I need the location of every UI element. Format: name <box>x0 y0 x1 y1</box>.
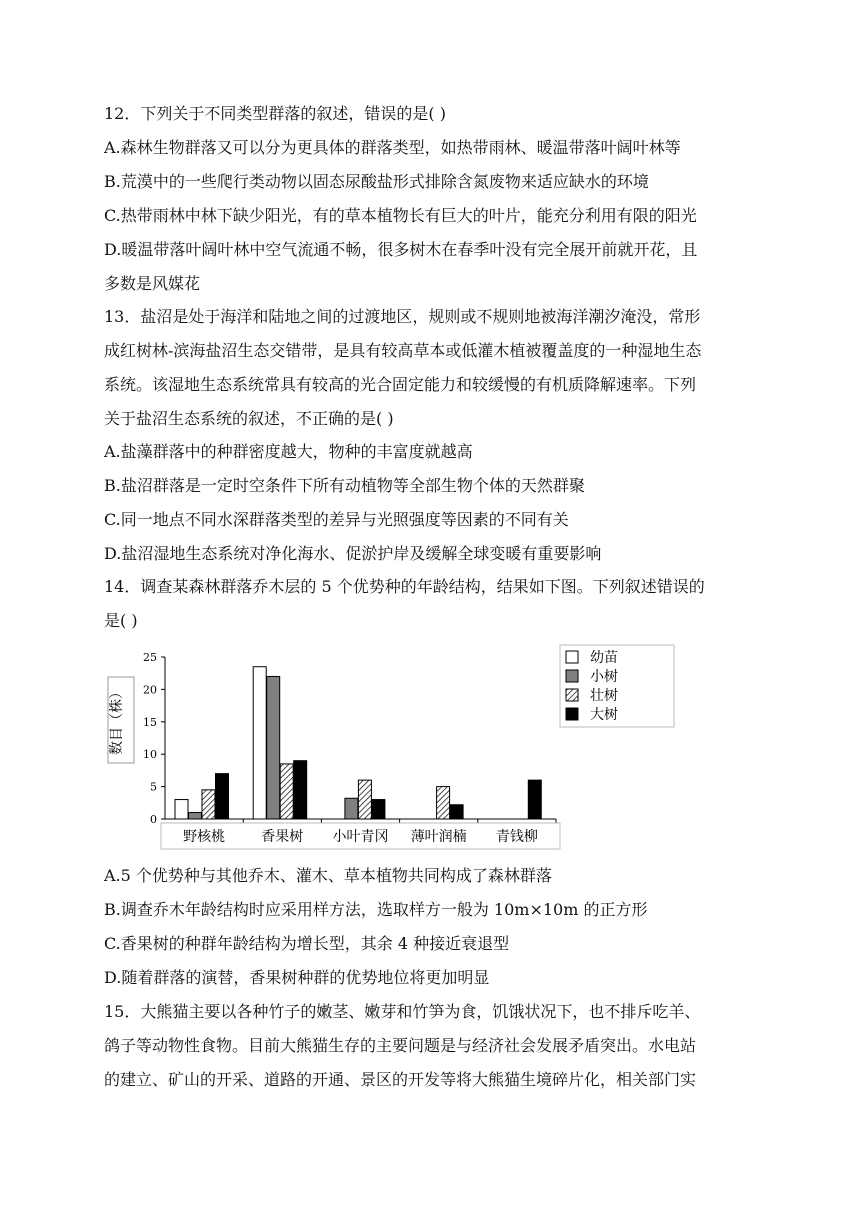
bar-gray <box>189 813 202 819</box>
q15-stem-line1: 15．大熊猫主要以各种竹子的嫩茎、嫩芽和竹笋为食，饥饿状况下，也不排斥吃羊、 <box>104 1002 701 1021</box>
q13-option-a: A.盐藻群落中的种群密度越大，物种的丰富度就越高 <box>104 442 473 461</box>
chart-bars <box>175 667 541 819</box>
q14-option-b: B.调查乔木年龄结构时应采用样方法，选取样方一般为 10m×10m 的正方形 <box>104 900 648 919</box>
y-tick-label: 20 <box>143 683 157 697</box>
bar-hatch <box>437 787 450 819</box>
y-tick-label: 5 <box>150 780 157 794</box>
x-tick-label: 青钱柳 <box>495 829 538 845</box>
bar-hatch <box>202 790 215 819</box>
q14-option-c: C.香果树的种群年龄结构为增长型，其余 4 种接近衰退型 <box>104 934 510 953</box>
legend-label: 幼苗 <box>590 650 618 666</box>
q13-stem-line4: 关于盐沼生态系统的叙述，不正确的是( ) <box>104 409 394 428</box>
bar-black <box>294 761 307 819</box>
y-tick-label: 15 <box>143 715 157 729</box>
q15-stem-line3: 的建立、矿山的开采、道路的开通、景区的开发等将大熊猫生境碎片化，相关部门实 <box>104 1070 697 1089</box>
q12-option-c: C.热带雨林中林下缺少阳光，有的草本植物长有巨大的叶片，能充分利用有限的阳光 <box>104 206 697 225</box>
x-tick-label: 野核桃 <box>183 829 226 845</box>
q12-option-d-cont: 多数是风媒花 <box>104 274 201 293</box>
y-tick-label: 25 <box>143 651 157 664</box>
q12-option-a: A.森林生物群落又可以分为更具体的群落类型，如热带雨林、暖温带落叶阔叶林等 <box>104 138 681 157</box>
q14-option-a: A.5 个优势种与其他乔木、灌木、草本植物共同构成了森林群落 <box>104 866 552 885</box>
legend-swatch-gray <box>566 670 578 682</box>
legend-label: 壮树 <box>590 688 618 704</box>
q13-stem-line2: 成红树林-滨海盐沼生态交错带，是具有较高草本或低灌木植被覆盖度的一种湿地生态 <box>104 341 702 360</box>
q12-option-b: B.荒漠中的一些爬行类动物以固态尿酸盐形式排除含氮废物来适应缺水的环境 <box>104 172 649 191</box>
legend-label: 小树 <box>590 669 618 685</box>
bar-white <box>253 667 266 819</box>
age-structure-chart <box>104 643 684 853</box>
bar-black <box>216 774 229 819</box>
x-axis-labels <box>161 819 560 849</box>
bar-black <box>528 780 541 819</box>
y-axis-label: 数目（株） <box>109 685 125 755</box>
bar-black <box>450 805 463 819</box>
chart-legend <box>560 645 674 727</box>
q13-option-c: C.同一地点不同水深群落类型的差异与光照强度等因素的不同有关 <box>104 510 569 529</box>
q14-stem-line2: 是( ) <box>104 611 138 630</box>
bar-hatch <box>280 764 293 819</box>
bar-gray <box>267 676 280 819</box>
q13-option-d: D.盐沼湿地生态系统对净化海水、促淤护岸及缓解全球变暖有重要影响 <box>104 544 602 563</box>
q14-option-d: D.随着群落的演替，香果树种群的优势地位将更加明显 <box>104 968 490 987</box>
q12-stem: 12．下列关于不同类型群落的叙述，错误的是( ) <box>104 104 446 123</box>
q12-option-d: D.暖温带落叶阔叶林中空气流通不畅，很多树木在春季叶没有完全展开前就开花，且 <box>104 240 698 259</box>
bar-black <box>372 800 385 819</box>
q13-stem-line3: 系统。该湿地生态系统常具有较高的光合固定能力和较缓慢的有机质降解速率。下列 <box>104 375 697 394</box>
y-tick-label: 10 <box>143 748 157 762</box>
q15-stem-line2: 鸽子等动物性食物。目前大熊猫生存的主要问题是与经济社会发展矛盾突出。水电站 <box>104 1036 697 1055</box>
bar-gray <box>345 798 358 819</box>
x-tick-label: 薄叶润楠 <box>410 829 467 845</box>
y-tick-label: 0 <box>150 813 157 826</box>
x-tick-label: 小叶青冈 <box>332 829 389 845</box>
x-tick-label: 香果树 <box>261 829 304 845</box>
bar-chart-svg <box>104 643 684 853</box>
q13-option-b: B.盐沼群落是一定时空条件下所有动植物等全部生物个体的天然群聚 <box>104 476 585 495</box>
legend-swatch-white <box>566 651 578 663</box>
bar-white <box>175 800 188 819</box>
q14-stem-line1: 14．调查某森林群落乔木层的 5 个优势种的年龄结构，结果如下图。下列叙述错误的 <box>104 577 705 596</box>
legend-swatch-hatch <box>566 689 578 701</box>
legend-label: 大树 <box>590 707 618 723</box>
legend-swatch-black <box>566 708 578 720</box>
bar-hatch <box>358 780 371 819</box>
q13-stem-line1: 13．盐沼是处于海洋和陆地之间的过渡地区，规则或不规则地被海洋潮汐淹没，常形 <box>104 307 701 326</box>
